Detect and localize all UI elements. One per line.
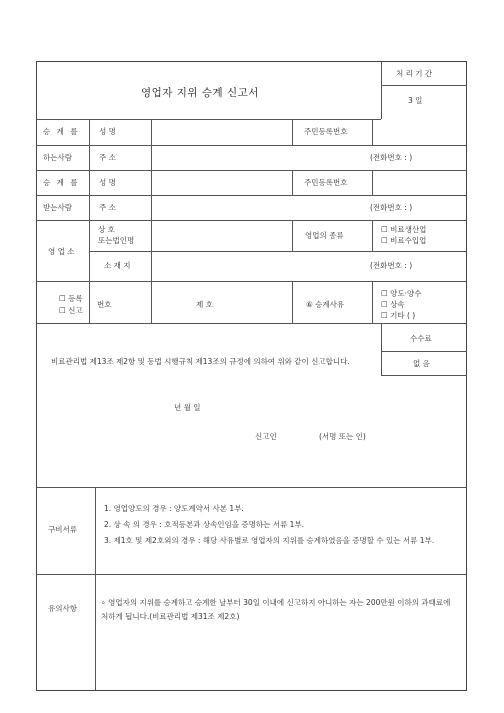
trade-name-label-1: 상 호 [98, 225, 115, 234]
location-label: 소 재 지 [104, 261, 131, 270]
registration-number-label: 번호 [97, 300, 112, 309]
rule [292, 119, 293, 145]
rule [37, 323, 466, 324]
rule [95, 487, 96, 690]
fee-value: 없 음 [413, 359, 430, 368]
transferor-id-label: 주민등록번호 [304, 127, 348, 136]
rule [292, 170, 293, 195]
rule [151, 119, 152, 323]
rule [372, 281, 373, 323]
transferee-id-label: 주민등록번호 [304, 178, 348, 187]
reason-option-other[interactable]: ☐ 기타 ( ) [381, 311, 416, 320]
rule [37, 145, 466, 146]
form-title: 영업자 지위 승계 신고서 [141, 87, 259, 99]
transferor-name-label: 성 명 [99, 127, 116, 136]
rule [89, 251, 466, 252]
registration-option[interactable]: ☐ 등록 [59, 294, 83, 303]
rule [37, 195, 466, 196]
transferee-label-top: 승 계 를 [43, 178, 80, 187]
processing-period-value: 3 일 [408, 96, 423, 105]
rule [381, 62, 382, 119]
rule [372, 170, 373, 195]
business-type-option-fertilizer-production[interactable]: ☐ 비료생산업 [381, 225, 427, 234]
reason-option-inheritance[interactable]: ☐ 상속 [381, 300, 405, 309]
business-type-label: 영업의 종류 [305, 231, 344, 240]
required-document-item-1: 1. 영업양도의 경우 : 양도계약서 사본 1부. [104, 504, 244, 513]
registration-ordinal-label: 제 호 [196, 300, 213, 309]
rule [372, 220, 373, 251]
declaration-date-line: 년 월 일 [174, 403, 201, 412]
rule [37, 574, 466, 575]
transferee-name-label: 성 명 [99, 178, 116, 187]
rule [381, 85, 467, 86]
succession-report-form [36, 61, 467, 691]
rule [89, 119, 90, 323]
report-option[interactable]: ☐ 신고 [59, 306, 83, 315]
business-place-label: 영 업 소 [48, 247, 75, 256]
transferee-label-bottom: 받는사람 [43, 203, 72, 212]
rule [381, 375, 467, 376]
rule [292, 281, 293, 323]
transferor-address-label: 주 소 [99, 153, 116, 162]
required-document-item-3: 3. 제1호 및 제2호외의 경우 : 해당 사유별로 영업자의 지위를 승계하였음을 증명할 수 있는 서류 1부. [104, 536, 435, 545]
signer-label: 신고인 [255, 432, 277, 441]
transferor-phone-label: (전화번호 : ) [370, 153, 413, 162]
rule [292, 220, 293, 251]
rule [381, 351, 467, 352]
business-type-option-fertilizer-import[interactable]: ☐ 비료수입업 [381, 236, 427, 245]
transferee-phone-label: (전화번호 : ) [370, 203, 413, 212]
succession-reason-label: ⑥ 승계사유 [306, 300, 345, 309]
trade-name-label-2: 또는법인명 [98, 236, 135, 245]
signature-note: (서명 또는 인) [319, 432, 366, 441]
reason-option-transfer[interactable]: ☐ 양도·양수 [381, 289, 422, 298]
location-phone-label: (전화번호 : ) [370, 261, 413, 270]
declaration-text: 비료관리법 제13조 제2항 및 동법 시행규칙 제13조의 규정에 의하여 위와 같이 신고합니다. [51, 357, 350, 366]
rule [381, 323, 382, 375]
transferor-label-top: 승 계 를 [43, 127, 80, 136]
processing-period-label: 처 리 기 간 [396, 69, 433, 78]
rule [37, 170, 466, 171]
transferee-address-label: 주 소 [99, 203, 116, 212]
required-document-item-2: 2. 상 속 의 경우 : 호적등본과 상속인임을 증명하는 서류 1부. [104, 520, 305, 529]
notes-text: ∘ 영업자의 지위를 승계하고 승계한 날부터 30일 이내에 신고하지 아니하는 자는 200만원 이하의 과태료에 처하게 됩니다.(비료관리법 제31조 제2호) [101, 598, 451, 621]
fee-label: 수수료 [410, 334, 432, 343]
transferor-label-bottom: 하는사람 [43, 153, 72, 162]
rule [37, 487, 466, 488]
notes-label: 유의사항 [48, 604, 77, 613]
rule [37, 220, 466, 221]
rule [37, 281, 466, 282]
rule [372, 119, 373, 145]
required-documents-label: 구비서류 [48, 525, 77, 534]
